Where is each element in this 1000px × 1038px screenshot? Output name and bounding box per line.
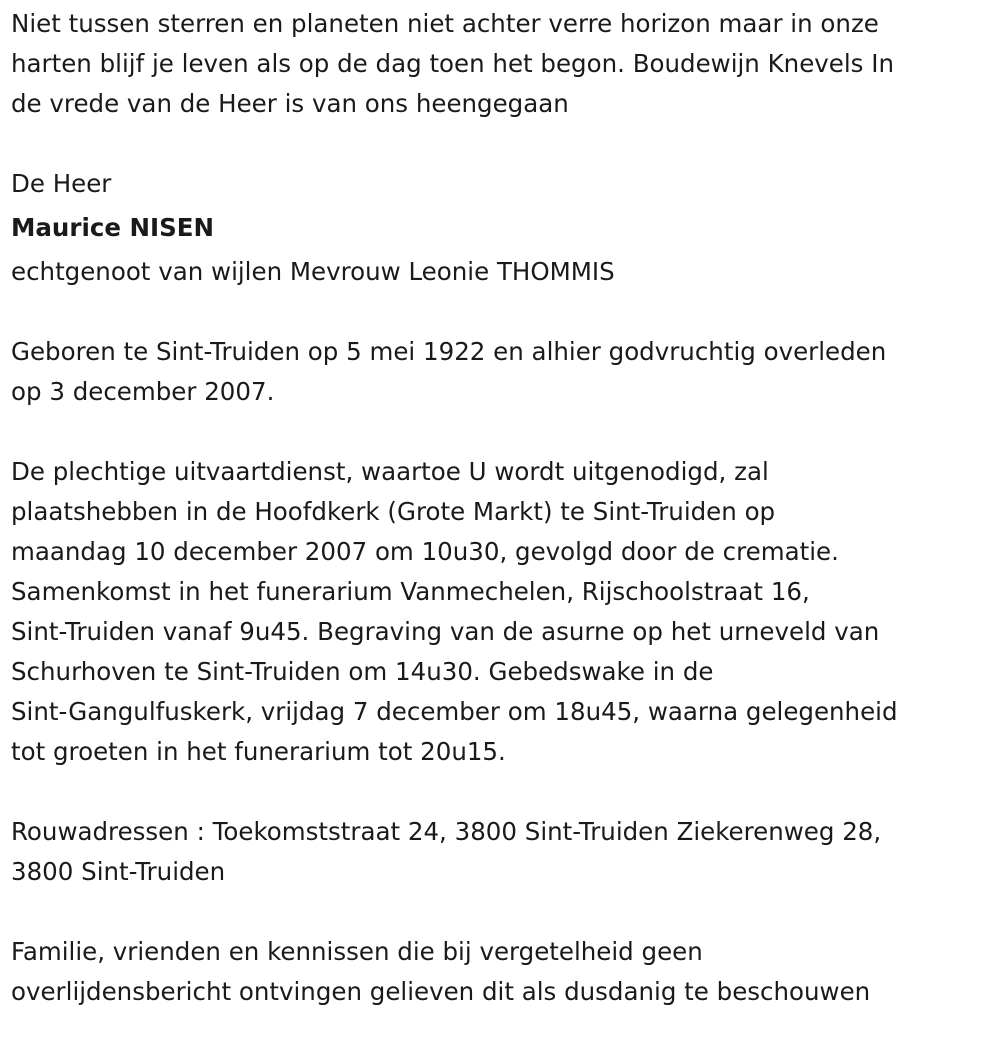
addresses-paragraph [11, 812, 1000, 892]
ceremony-line: Sint-Gangulfuskerk, vrijdag 7 december om 18u45, waarna gelegenheid [11, 697, 898, 726]
ceremony-line: maandag 10 december 2007 om 10u30, gevolgd door de crematie. [11, 537, 839, 566]
ceremony-line: Samenkomst in het funerarium Vanmechelen, Rijschoolstraat 16, [11, 577, 810, 606]
closing-line: Familie, vrienden en kennissen die bij vergetelheid geen [11, 937, 703, 966]
deceased-block [11, 164, 1000, 292]
ceremony-line: Schurhoven te Sint-Truiden om 14u30. Gebedswake in de [11, 657, 714, 686]
paragraph-spacer [11, 412, 1000, 452]
deceased-name: Maurice NISEN [11, 213, 215, 242]
ceremony-line: tot groeten in het funerarium tot 20u15. [11, 737, 506, 766]
ceremony-paragraph [11, 452, 1000, 772]
addresses-line: 3800 Sint-Truiden [11, 857, 226, 886]
paragraph-spacer [11, 292, 1000, 332]
intro-line: harten blijf je leven als op de dag toen het begon. Boudewijn Knevels In [11, 49, 894, 78]
intro-line: de vrede van de Heer is van ons heengegaan [11, 89, 569, 118]
deceased-title: De Heer [11, 169, 112, 198]
closing-line: overlijdensbericht ontvingen gelieven dit als dusdanig te beschouwen [11, 977, 871, 1006]
paragraph-spacer [11, 124, 1000, 164]
ceremony-line: Sint-Truiden vanaf 9u45. Begraving van de asurne op het urneveld van [11, 617, 880, 646]
intro-paragraph [11, 4, 1000, 124]
intro-line: Niet tussen sterren en planeten niet achter verre horizon maar in onze [11, 9, 879, 38]
birth-death-paragraph [11, 332, 1000, 412]
addresses-line: Rouwadressen : Toekomststraat 24, 3800 Sint-Truiden Ziekerenweg 28, [11, 817, 882, 846]
birth-death-line: op 3 december 2007. [11, 377, 275, 406]
ceremony-line: De plechtige uitvaartdienst, waartoe U wordt uitgenodigd, zal [11, 457, 769, 486]
paragraph-spacer [11, 772, 1000, 812]
paragraph-spacer [11, 892, 1000, 932]
deceased-spouse: echtgenoot van wijlen Mevrouw Leonie THOMMIS [11, 257, 615, 286]
ceremony-line: plaatshebben in de Hoofdkerk (Grote Markt) te Sint-Truiden op [11, 497, 776, 526]
closing-paragraph [11, 932, 1000, 1012]
birth-death-line: Geboren te Sint-Truiden op 5 mei 1922 en alhier godvruchtig overleden [11, 337, 887, 366]
